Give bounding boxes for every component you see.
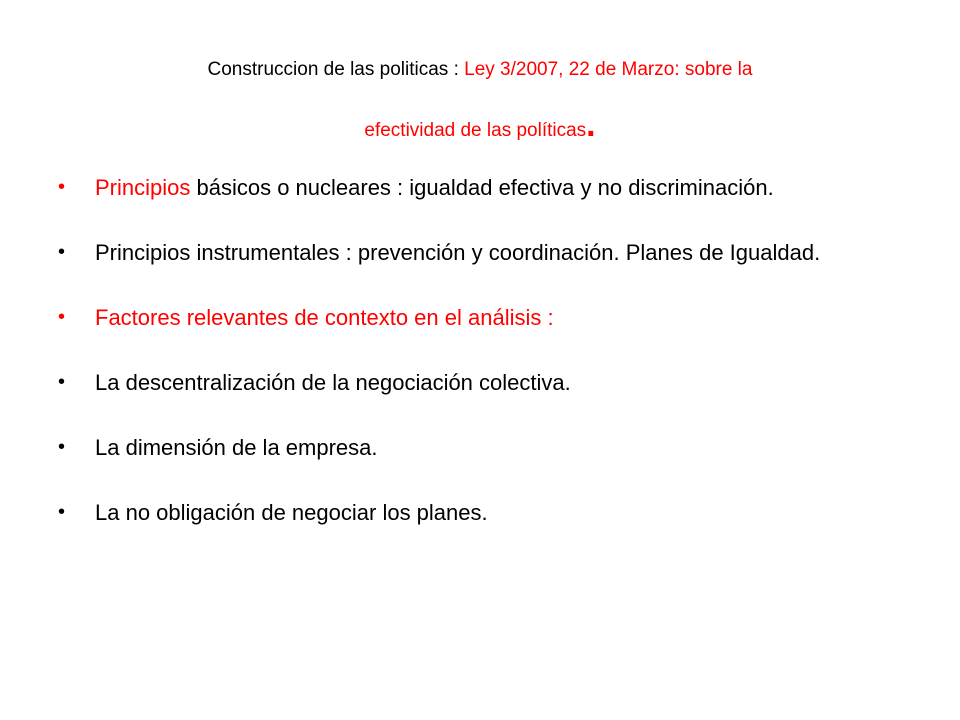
bullet-item (58, 174, 888, 201)
bullet-item (58, 369, 888, 396)
title-red-continuation: efectividad de las políticas (364, 120, 587, 141)
bullet-list (58, 174, 888, 564)
bullet-item (58, 434, 888, 461)
bullet-text: La descentralización de la negociación colectiva. (95, 370, 571, 395)
bullet-item (58, 304, 888, 331)
bullet-dot-icon: • (58, 241, 66, 263)
bullet-dot-icon: • (58, 371, 66, 393)
bullet-dot-icon: • (58, 436, 66, 458)
title-period: . (586, 106, 596, 144)
bullet-text: La dimensión de la empresa. (95, 435, 378, 460)
bullet-dot-icon: • (58, 306, 66, 328)
bullet-highlight: Principios (95, 175, 191, 200)
slide-title-line-2 (60, 106, 900, 144)
bullet-dot-icon: • (58, 176, 66, 198)
bullet-text: básicos o nucleares : igualdad efectiva y no discriminación. (190, 175, 774, 200)
title-black-part: Construccion de las politicas : (207, 59, 465, 80)
bullet-item (58, 499, 888, 526)
bullet-item (58, 239, 888, 266)
bullet-text: La no obligación de negociar los planes. (95, 500, 488, 525)
bullet-text: Principios instrumentales : prevención y coordinación. Planes de Igualdad. (95, 240, 821, 265)
bullet-dot-icon: • (58, 501, 66, 523)
slide-title-line-1 (60, 58, 900, 82)
bullet-text: relevantes de contexto en el análisis : (180, 305, 554, 330)
title-red-part: Ley 3/2007, 22 de Marzo: sobre la (464, 59, 753, 80)
bullet-highlight: Factores (95, 305, 181, 330)
